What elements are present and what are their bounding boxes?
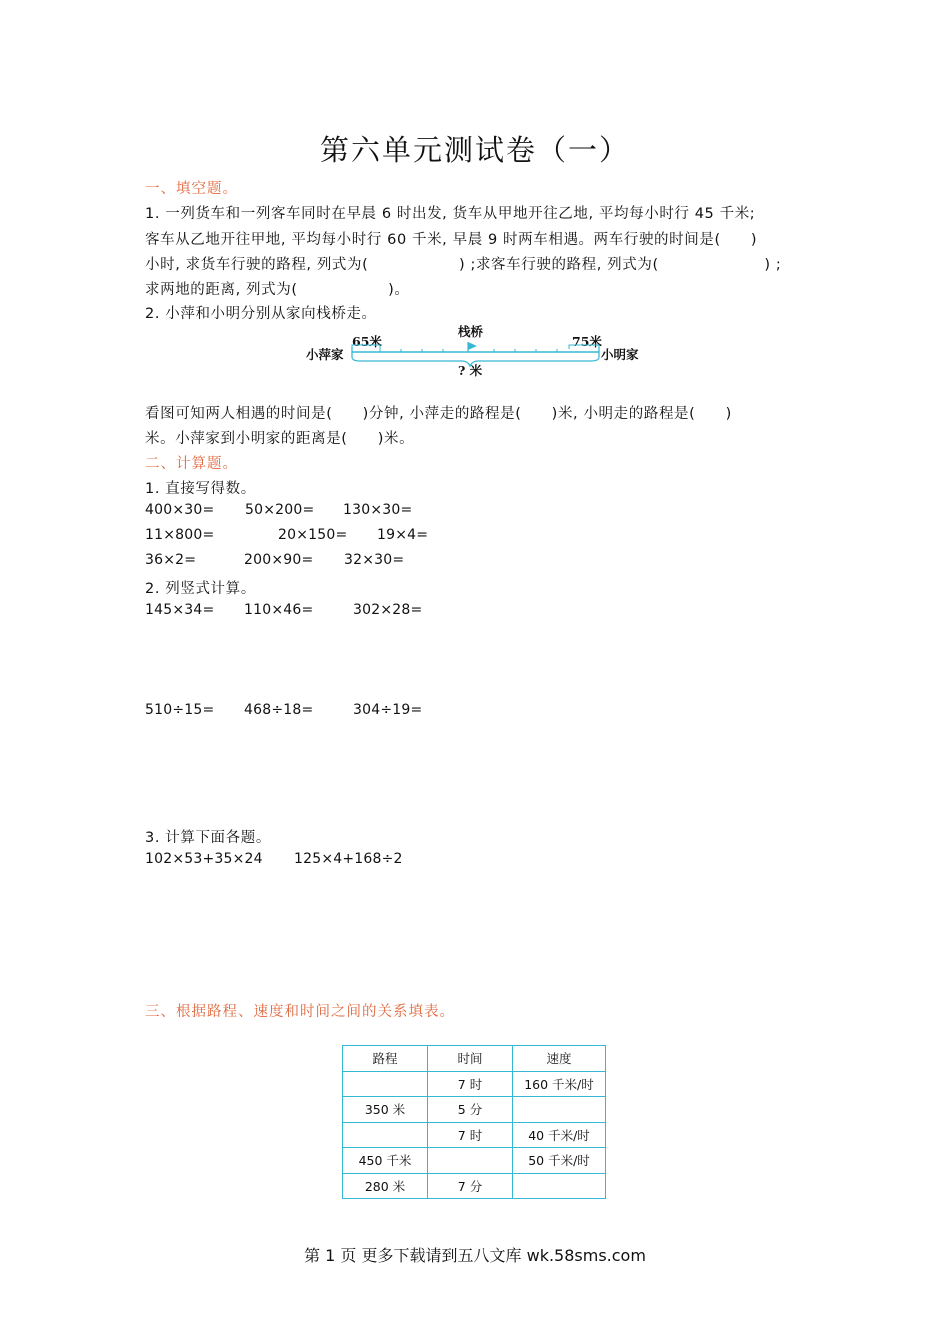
- table-header-row: [343, 1046, 606, 1072]
- route-diagram: [340, 335, 610, 375]
- figure-left-speed-label: 65米: [352, 334, 382, 349]
- table-cell[interactable]: [343, 1071, 428, 1097]
- vertical-item: 302×28=: [353, 602, 423, 618]
- table-cell: 50 千米/时: [513, 1148, 606, 1174]
- q1-line: 小时, 求货车行驶的路程, 列式为( ) ;求客车行驶的路程, 列式为( ) ;: [145, 257, 782, 273]
- q2-intro: 2. 小萍和小明分别从家向栈桥走。: [145, 306, 377, 322]
- table-row: [343, 1148, 606, 1174]
- figure-left-home-label: 小萍家: [306, 347, 344, 362]
- figure-bridge-label: 栈桥: [458, 324, 484, 339]
- section-heading-table: 三、根据路程、速度和时间之间的关系填表。: [145, 1004, 455, 1020]
- table-cell: 40 千米/时: [513, 1122, 606, 1148]
- table-row: [343, 1097, 606, 1123]
- table-cell[interactable]: [343, 1122, 428, 1148]
- direct-item: 19×4=: [377, 527, 429, 543]
- relationship-table: [342, 1045, 606, 1199]
- mixed-item: 125×4+168÷2: [294, 851, 403, 867]
- table-header: 时间: [428, 1046, 513, 1072]
- table-header: 路程: [343, 1046, 428, 1072]
- direct-item: 20×150=: [278, 527, 348, 543]
- direct-item: 130×30=: [343, 502, 413, 518]
- table-cell: 450 千米: [343, 1148, 428, 1174]
- figure-right-home-label: 小明家: [601, 347, 639, 362]
- table-row: [343, 1122, 606, 1148]
- table-row: [343, 1071, 606, 1097]
- direct-item: 36×2=: [145, 552, 197, 568]
- calc-q1-title: 1. 直接写得数。: [145, 481, 256, 497]
- bridge-flag-icon: [468, 342, 477, 350]
- left-segment-bracket: [352, 345, 380, 349]
- table-cell[interactable]: [428, 1148, 513, 1174]
- vertical-item: 110×46=: [244, 602, 314, 618]
- calc-q2-title: 2. 列竖式计算。: [145, 581, 256, 597]
- q1-line: 客车从乙地开往甲地, 平均每小时行 60 千米, 早晨 9 时两车相遇。两车行驶的时间是( ): [145, 232, 758, 248]
- calc-q3-title: 3. 计算下面各题。: [145, 830, 271, 846]
- direct-item: 32×30=: [344, 552, 405, 568]
- q1-line: 求两地的距离, 列式为( )。: [145, 282, 410, 298]
- distance-brace: [352, 357, 599, 366]
- page-title: 第六单元测试卷（一）: [319, 133, 630, 167]
- vertical-item: 145×34=: [145, 602, 215, 618]
- direct-item: 200×90=: [244, 552, 314, 568]
- table-cell: 7 时: [428, 1122, 513, 1148]
- mixed-item: 102×53+35×24: [145, 851, 263, 867]
- vertical-item: 468÷18=: [244, 702, 314, 718]
- page-footer: 第 1 页 更多下载请到五八文库 wk.58sms.com: [304, 1246, 646, 1265]
- q2-line: 米。小萍家到小明家的距离是( )米。: [145, 431, 415, 447]
- figure-right-speed-label: 75米: [572, 334, 602, 349]
- table-cell: 7 分: [428, 1173, 513, 1199]
- table-row: [343, 1173, 606, 1199]
- q2-line: 看图可知两人相遇的时间是( )分钟, 小萍走的路程是( )米, 小明走的路程是( ): [145, 406, 732, 422]
- direct-item: 50×200=: [245, 502, 315, 518]
- table-cell[interactable]: [513, 1097, 606, 1123]
- table-cell: 160 千米/时: [513, 1071, 606, 1097]
- vertical-item: 510÷15=: [145, 702, 215, 718]
- table-cell: 280 米: [343, 1173, 428, 1199]
- direct-item: 11×800=: [145, 527, 215, 543]
- table-header: 速度: [513, 1046, 606, 1072]
- table-cell: 5 分: [428, 1097, 513, 1123]
- right-segment-bracket: [569, 345, 599, 349]
- section-heading-fill-blank: 一、填空题。: [145, 181, 238, 197]
- table-cell: 7 时: [428, 1071, 513, 1097]
- q1-line: 1. 一列货车和一列客车同时在早晨 6 时出发, 货车从甲地开往乙地, 平均每小时行 45 千米;: [145, 206, 756, 222]
- table-cell: 350 米: [343, 1097, 428, 1123]
- figure-distance-label: ? 米: [458, 363, 483, 378]
- direct-item: 400×30=: [145, 502, 215, 518]
- section-heading-calculation: 二、计算题。: [145, 456, 238, 472]
- table-cell[interactable]: [513, 1173, 606, 1199]
- vertical-item: 304÷19=: [353, 702, 423, 718]
